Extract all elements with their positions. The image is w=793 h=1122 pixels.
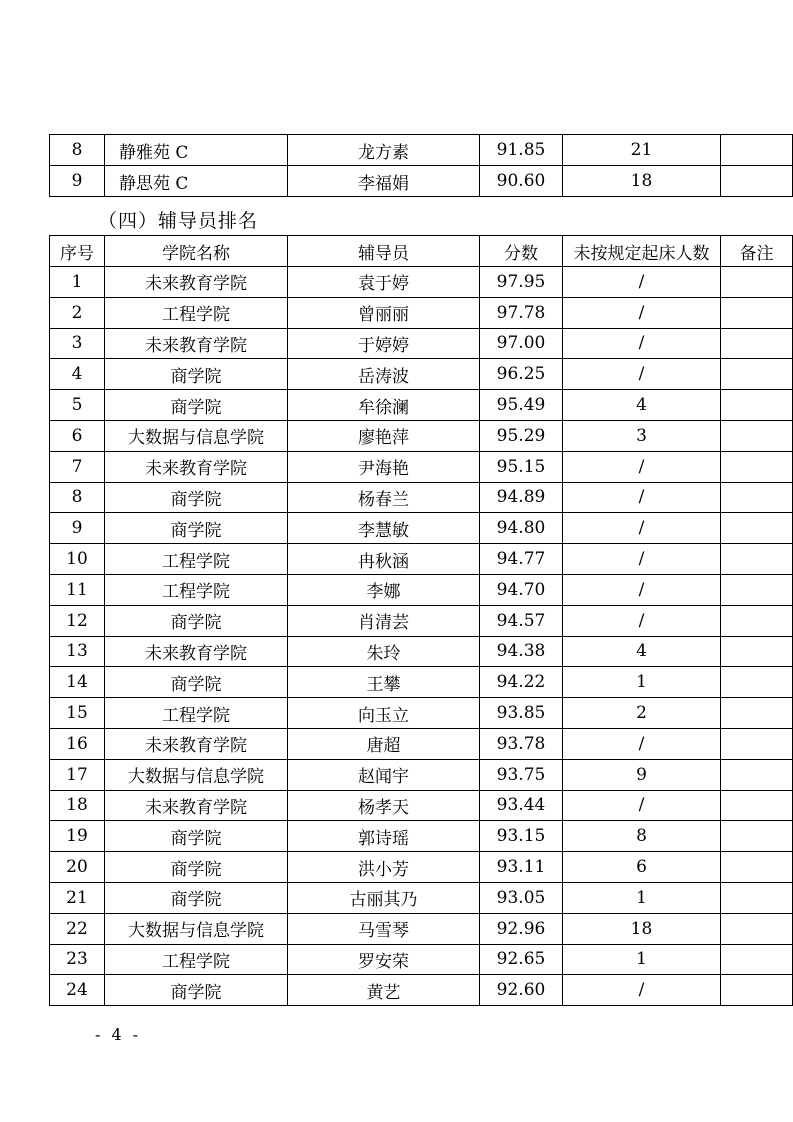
note-cell — [721, 882, 793, 913]
late-count-cell: / — [563, 297, 721, 328]
counselor-name-cell: 罗安荣 — [288, 944, 480, 975]
counselor-name-cell: 黄艺 — [288, 975, 480, 1006]
score-cell: 95.15 — [480, 451, 563, 482]
note-cell — [721, 605, 793, 636]
score-cell: 94.57 — [480, 605, 563, 636]
note-cell — [721, 513, 793, 544]
score-cell: 93.11 — [480, 852, 563, 883]
note-cell — [721, 913, 793, 944]
table-row — [50, 913, 793, 944]
note-cell — [721, 544, 793, 575]
score-cell: 94.70 — [480, 574, 563, 605]
counselor-name-cell: 廖艳萍 — [288, 420, 480, 451]
row-number-cell: 10 — [50, 544, 105, 575]
row-number-cell: 18 — [50, 790, 105, 821]
score-cell: 93.15 — [480, 821, 563, 852]
table-row — [50, 698, 793, 729]
college-name-cell: 商学院 — [105, 821, 288, 852]
row-number-cell: 8 — [50, 135, 105, 166]
late-count-cell: / — [563, 544, 721, 575]
note-cell — [721, 667, 793, 698]
late-count-cell: / — [563, 513, 721, 544]
note-cell — [721, 166, 793, 197]
row-number-cell: 2 — [50, 297, 105, 328]
table-row — [50, 944, 793, 975]
row-number-cell: 23 — [50, 944, 105, 975]
counselor-name-cell: 袁于婷 — [288, 267, 480, 298]
row-number-cell: 3 — [50, 328, 105, 359]
dormitory-name-cell: 静雅苑 C — [105, 135, 288, 166]
header-note: 备注 — [721, 236, 793, 267]
table-row — [50, 451, 793, 482]
note-cell — [721, 821, 793, 852]
college-name-cell: 未来教育学院 — [105, 790, 288, 821]
late-count-cell: 4 — [563, 636, 721, 667]
college-name-cell: 商学院 — [105, 359, 288, 390]
college-name-cell: 商学院 — [105, 667, 288, 698]
late-count-cell: 2 — [563, 698, 721, 729]
header-late-count: 未按规定起床人数 — [563, 236, 721, 267]
counselor-name-cell: 赵闻宇 — [288, 759, 480, 790]
note-cell — [721, 574, 793, 605]
note-cell — [721, 790, 793, 821]
table-row — [50, 359, 793, 390]
score-cell: 93.85 — [480, 698, 563, 729]
college-name-cell: 未来教育学院 — [105, 636, 288, 667]
table-row — [50, 728, 793, 759]
table-row — [50, 166, 793, 197]
late-count-cell: 18 — [563, 913, 721, 944]
note-cell — [721, 359, 793, 390]
score-cell: 93.44 — [480, 790, 563, 821]
table-row — [50, 267, 793, 298]
counselor-name-cell: 向玉立 — [288, 698, 480, 729]
late-count-cell: / — [563, 975, 721, 1006]
college-name-cell: 未来教育学院 — [105, 728, 288, 759]
dormitory-name-cell: 静思苑 C — [105, 166, 288, 197]
college-name-cell: 商学院 — [105, 852, 288, 883]
header-counselor: 辅导员 — [288, 236, 480, 267]
counselor-name-cell: 冉秋涵 — [288, 544, 480, 575]
table-row — [50, 636, 793, 667]
table-row — [50, 544, 793, 575]
college-name-cell: 未来教育学院 — [105, 451, 288, 482]
score-cell: 96.25 — [480, 359, 563, 390]
late-count-cell: / — [563, 574, 721, 605]
note-cell — [721, 636, 793, 667]
note-cell — [721, 852, 793, 883]
row-number-cell: 5 — [50, 390, 105, 421]
row-number-cell: 6 — [50, 420, 105, 451]
college-name-cell: 商学院 — [105, 882, 288, 913]
row-number-cell: 21 — [50, 882, 105, 913]
counselor-name-cell: 李娜 — [288, 574, 480, 605]
counselor-name-cell: 李慧敏 — [288, 513, 480, 544]
dormitory-ranking-table-continued — [49, 134, 793, 197]
note-cell — [721, 975, 793, 1006]
college-name-cell: 商学院 — [105, 390, 288, 421]
counselor-name-cell: 马雪琴 — [288, 913, 480, 944]
college-name-cell: 商学院 — [105, 975, 288, 1006]
counselor-name-cell: 郭诗瑶 — [288, 821, 480, 852]
row-number-cell: 24 — [50, 975, 105, 1006]
table-row — [50, 574, 793, 605]
late-count-cell: 4 — [563, 390, 721, 421]
table-row — [50, 390, 793, 421]
counselor-name-cell: 杨春兰 — [288, 482, 480, 513]
row-number-cell: 11 — [50, 574, 105, 605]
header-college: 学院名称 — [105, 236, 288, 267]
college-name-cell: 大数据与信息学院 — [105, 913, 288, 944]
college-name-cell: 工程学院 — [105, 574, 288, 605]
counselor-name-cell: 牟徐澜 — [288, 390, 480, 421]
section-heading: （四）辅导员排名 — [98, 210, 259, 232]
row-number-cell: 9 — [50, 513, 105, 544]
late-count-cell: 1 — [563, 944, 721, 975]
table-row — [50, 852, 793, 883]
score-cell: 97.78 — [480, 297, 563, 328]
table-row — [50, 482, 793, 513]
counselor-name-cell: 王攀 — [288, 667, 480, 698]
score-cell: 93.75 — [480, 759, 563, 790]
counselor-name-cell: 古丽其乃 — [288, 882, 480, 913]
college-name-cell: 工程学院 — [105, 698, 288, 729]
note-cell — [721, 297, 793, 328]
row-number-cell: 15 — [50, 698, 105, 729]
person-cell: 李福娟 — [288, 166, 480, 197]
counselor-name-cell: 朱玲 — [288, 636, 480, 667]
row-number-cell: 16 — [50, 728, 105, 759]
college-name-cell: 大数据与信息学院 — [105, 420, 288, 451]
late-count-cell: 8 — [563, 821, 721, 852]
score-cell: 91.85 — [480, 135, 563, 166]
note-cell — [721, 390, 793, 421]
late-count-cell: 6 — [563, 852, 721, 883]
note-cell — [721, 759, 793, 790]
page-number: - 4 - — [95, 1025, 142, 1044]
row-number-cell: 12 — [50, 605, 105, 636]
late-count-cell: 1 — [563, 882, 721, 913]
score-cell: 94.89 — [480, 482, 563, 513]
counselor-name-cell: 洪小芳 — [288, 852, 480, 883]
table-row — [50, 513, 793, 544]
late-count-cell: 1 — [563, 667, 721, 698]
late-count-cell: 9 — [563, 759, 721, 790]
late-count-cell: / — [563, 482, 721, 513]
college-name-cell: 商学院 — [105, 513, 288, 544]
count-cell: 18 — [563, 166, 721, 197]
late-count-cell: / — [563, 605, 721, 636]
note-cell — [721, 135, 793, 166]
row-number-cell: 9 — [50, 166, 105, 197]
note-cell — [721, 451, 793, 482]
table-row — [50, 135, 793, 166]
note-cell — [721, 420, 793, 451]
note-cell — [721, 698, 793, 729]
table-body — [50, 267, 793, 1006]
row-number-cell: 13 — [50, 636, 105, 667]
late-count-cell: / — [563, 267, 721, 298]
score-cell: 92.65 — [480, 944, 563, 975]
late-count-cell: 3 — [563, 420, 721, 451]
score-cell: 95.49 — [480, 390, 563, 421]
score-cell: 94.80 — [480, 513, 563, 544]
score-cell: 92.60 — [480, 975, 563, 1006]
college-name-cell: 工程学院 — [105, 297, 288, 328]
header-number: 序号 — [50, 236, 105, 267]
row-number-cell: 22 — [50, 913, 105, 944]
note-cell — [721, 482, 793, 513]
score-cell: 92.96 — [480, 913, 563, 944]
row-number-cell: 7 — [50, 451, 105, 482]
counselor-name-cell: 曾丽丽 — [288, 297, 480, 328]
counselor-name-cell: 肖清芸 — [288, 605, 480, 636]
counselor-name-cell: 杨孝天 — [288, 790, 480, 821]
score-cell: 93.78 — [480, 728, 563, 759]
table-row — [50, 790, 793, 821]
row-number-cell: 17 — [50, 759, 105, 790]
row-number-cell: 19 — [50, 821, 105, 852]
count-cell: 21 — [563, 135, 721, 166]
table-row — [50, 667, 793, 698]
table-row — [50, 882, 793, 913]
score-cell: 97.95 — [480, 267, 563, 298]
table-row — [50, 759, 793, 790]
score-cell: 90.60 — [480, 166, 563, 197]
late-count-cell: / — [563, 359, 721, 390]
score-cell: 94.77 — [480, 544, 563, 575]
counselor-name-cell: 尹海艳 — [288, 451, 480, 482]
note-cell — [721, 328, 793, 359]
table-row — [50, 297, 793, 328]
table-row — [50, 975, 793, 1006]
person-cell: 龙方素 — [288, 135, 480, 166]
score-cell: 94.22 — [480, 667, 563, 698]
counselor-name-cell: 于婷婷 — [288, 328, 480, 359]
note-cell — [721, 728, 793, 759]
college-name-cell: 大数据与信息学院 — [105, 759, 288, 790]
late-count-cell: / — [563, 790, 721, 821]
row-number-cell: 8 — [50, 482, 105, 513]
score-cell: 93.05 — [480, 882, 563, 913]
table-row — [50, 821, 793, 852]
table-row — [50, 420, 793, 451]
score-cell: 97.00 — [480, 328, 563, 359]
college-name-cell: 工程学院 — [105, 944, 288, 975]
row-number-cell: 14 — [50, 667, 105, 698]
counselor-ranking-table — [49, 235, 793, 1006]
college-name-cell: 商学院 — [105, 605, 288, 636]
late-count-cell: / — [563, 728, 721, 759]
late-count-cell: / — [563, 328, 721, 359]
college-name-cell: 未来教育学院 — [105, 267, 288, 298]
late-count-cell: / — [563, 451, 721, 482]
note-cell — [721, 944, 793, 975]
college-name-cell: 工程学院 — [105, 544, 288, 575]
table-row — [50, 328, 793, 359]
row-number-cell: 20 — [50, 852, 105, 883]
college-name-cell: 未来教育学院 — [105, 328, 288, 359]
college-name-cell: 商学院 — [105, 482, 288, 513]
header-score: 分数 — [480, 236, 563, 267]
score-cell: 94.38 — [480, 636, 563, 667]
row-number-cell: 4 — [50, 359, 105, 390]
row-number-cell: 1 — [50, 267, 105, 298]
table-row — [50, 605, 793, 636]
table-header-row — [50, 236, 793, 267]
score-cell: 95.29 — [480, 420, 563, 451]
note-cell — [721, 267, 793, 298]
counselor-name-cell: 岳涛波 — [288, 359, 480, 390]
counselor-name-cell: 唐超 — [288, 728, 480, 759]
